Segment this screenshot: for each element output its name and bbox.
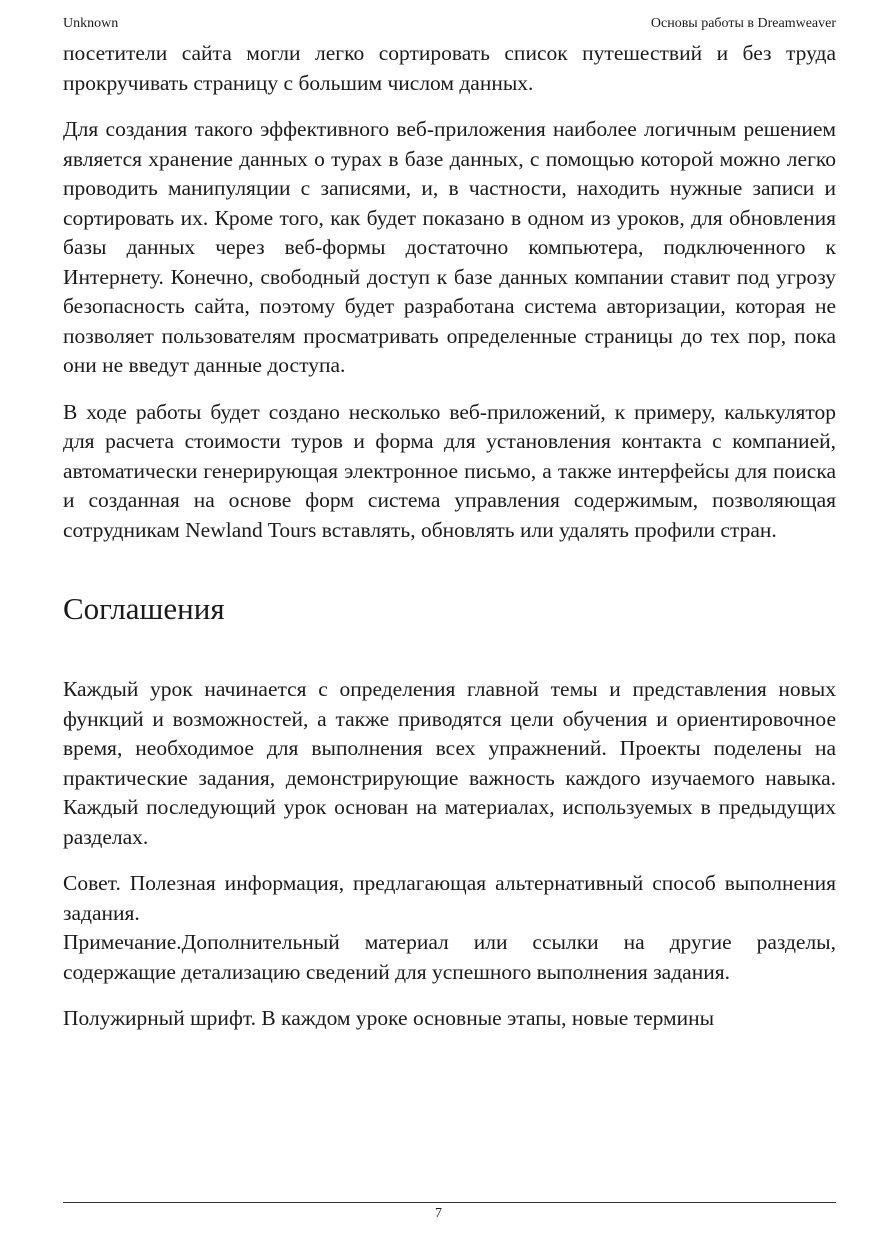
paragraph-database: Для создания такого эффективного веб-приложения наиболее логичным решением является хранение данных о турах в базе данных, с помощью которой можно легко проводить манипуляции с записями, и, в частности, находить нужные записи и сортировать их. Кроме того, как будет показано в одном из уроков, для обновления базы данных через веб-формы достаточно компьютера, подключенного к Интернету. Конечно, свободный доступ к базе данных компании ставит под угрозу безопасность сайта, поэтому будет разработана система авторизации, которая не позволяет пользователям просматривать определенные страницы до тех пор, пока они не введут данные доступа.	[63, 117, 836, 377]
paragraph-lessons: Каждый урок начинается с определения главной темы и представления новых функций и возможностей, а также приводятся цели обучения и ориентировочное время, необходимое для выполнения всех упражнений. Проекты поделены на практические задания, демонстрирующие важность каждого изучаемого навыка. Каждый последующий урок основан на материалах, используемых в предыдущих разделах.	[63, 677, 836, 849]
paragraph-bold-font: Полужирный шрифт. В каждом уроке основные этапы, новые термины	[63, 1006, 715, 1030]
paragraph-tip: Совет. Полезная информация, предлагающая альтернативный способ выполнения задания.	[63, 871, 836, 925]
page-content	[63, 39, 836, 1034]
header-author: Unknown	[63, 16, 119, 31]
paragraph-web-apps: В ходе работы будет создано несколько веб-приложений, к примеру, калькулятор для расчета стоимости туров и форма для установления контакта с компанией, автоматически генерирующая электронное письмо, а также интерфейсы для поиска и созданная на основе форм система управления содержимым, позволяющая сотрудникам Newland Tours вставлять, обновлять или удалять профили стран.	[63, 399, 836, 542]
running-header	[63, 16, 836, 34]
header-book-title: Основы работы в Dreamweaver	[650, 16, 836, 31]
page-number: 7	[435, 1206, 442, 1221]
paragraph-note: Примечание.Дополнительный материал или ссылки на другие разделы, содержащие детализацию сведений для успешного выполнения задания.	[63, 930, 836, 984]
footer-divider	[63, 1202, 836, 1203]
section-heading: Соглашения	[63, 591, 225, 626]
paragraph-continuation: посетители сайта могли легко сортировать список путешествий и без труда прокручивать страницу с большим числом данных.	[63, 41, 836, 95]
